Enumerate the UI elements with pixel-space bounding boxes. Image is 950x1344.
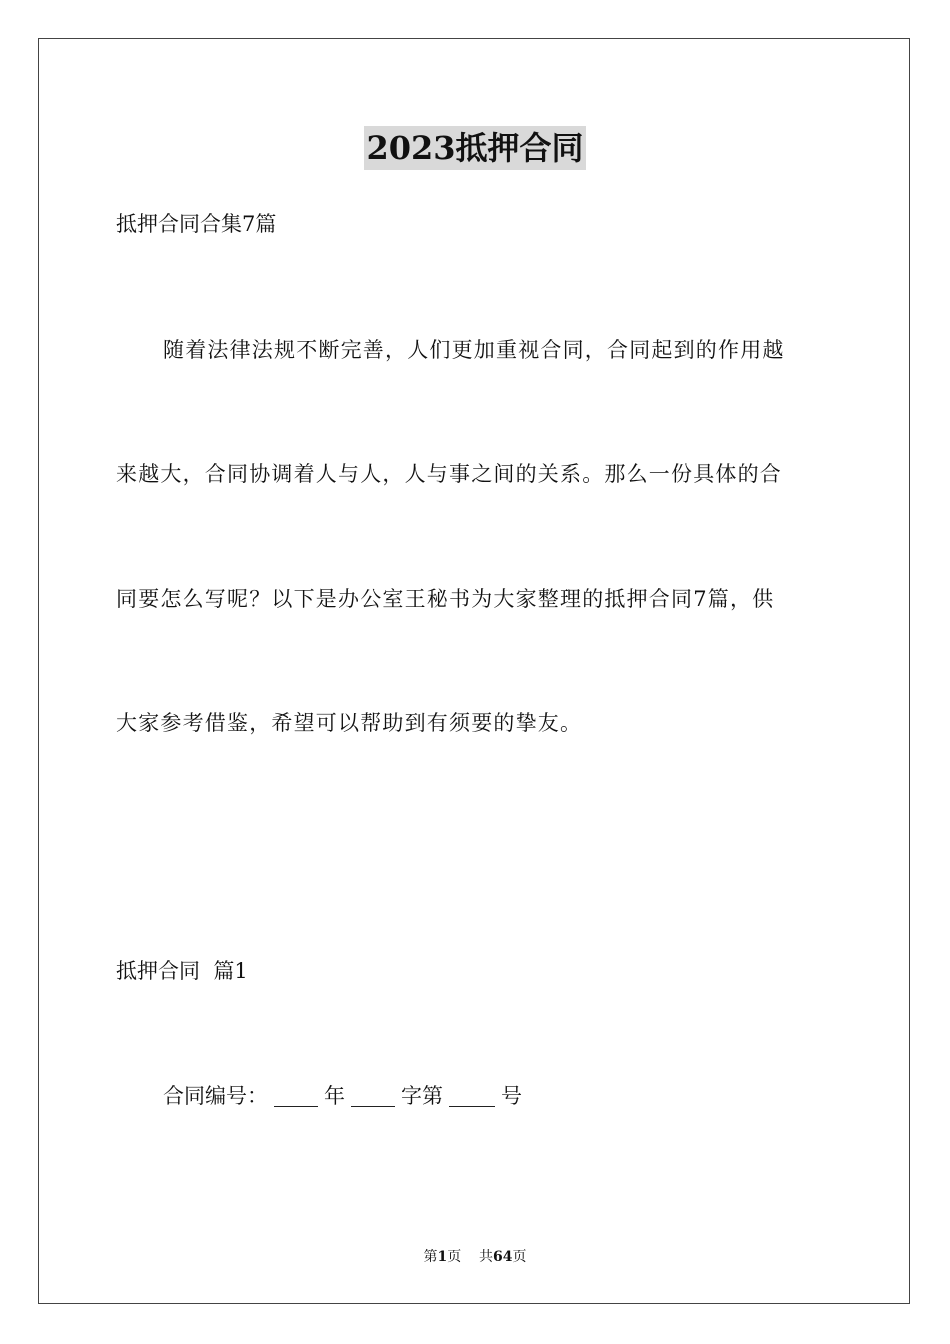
intro-line-3: 同要怎么写呢？以下是办公室王秘书为大家整理的抵押合同7篇，供 — [116, 587, 775, 611]
intro-line-4: 大家参考借鉴，希望可以帮助到有须要的挚友。 — [116, 711, 583, 735]
document-title: 2023抵押合同 — [364, 126, 585, 170]
intro-line-2: 来越大，合同协调着人与人，人与事之间的关系。那么一份具体的合 — [116, 462, 782, 486]
year-label: 年 — [324, 1084, 345, 1108]
contract-number-line — [163, 1081, 883, 1111]
page-footer — [0, 1247, 950, 1267]
footer-page-current: 1 — [437, 1249, 448, 1265]
intro-line-1: 随着法律法规不断完善，人们更加重视合同，合同起到的作用越 — [163, 338, 785, 362]
hao-label: 号 — [501, 1084, 522, 1108]
document-subtitle: 抵押合同合集7篇 — [116, 212, 277, 236]
footer-page-prefix: 第 — [423, 1249, 438, 1265]
section-heading: 抵押合同 篇1 — [116, 959, 248, 983]
contract-number-label: 合同编号： — [163, 1084, 268, 1108]
year-blank — [274, 1084, 318, 1107]
footer-page-total: 64 — [493, 1249, 513, 1265]
zi-blank — [351, 1084, 395, 1107]
zi-di-label: 字第 — [401, 1084, 443, 1108]
footer-page-suffix: 页 — [512, 1249, 527, 1265]
number-blank — [449, 1084, 495, 1107]
footer-page-mid: 页 共 — [447, 1249, 494, 1265]
title-wrap — [0, 126, 950, 170]
